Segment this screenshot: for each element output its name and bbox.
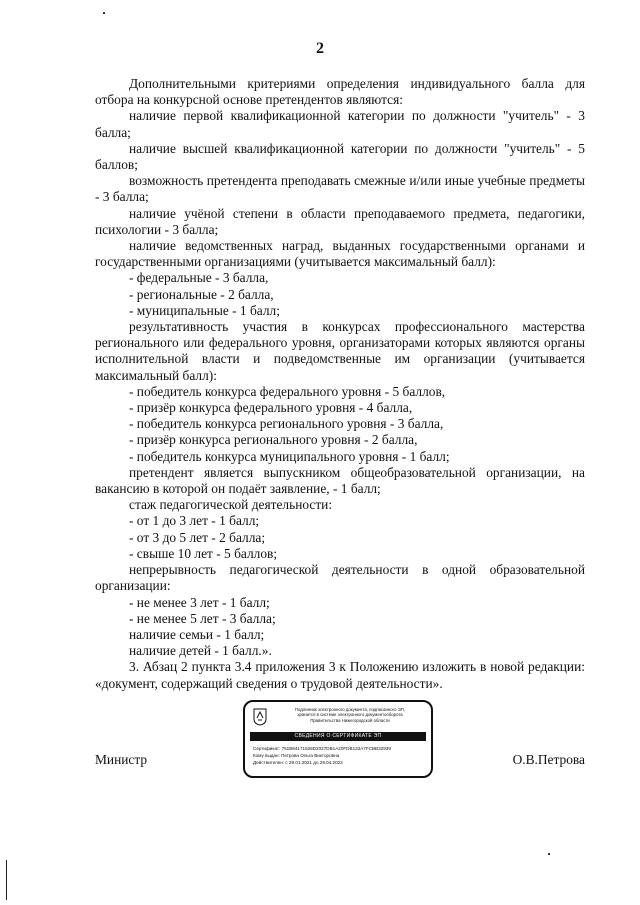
- scan-margin-line: [6, 860, 7, 900]
- list-item: - не менее 3 лет - 1 балл;: [129, 594, 270, 610]
- signatory-title: Министр: [95, 752, 148, 767]
- stamp-owner: Кому выдан: Петрова Ольга Викторовна: [253, 753, 340, 758]
- list-item: - не менее 5 лет - 3 балла;: [129, 610, 276, 626]
- list-item: - призёр конкурса регионального уровня - 2 балла,: [129, 432, 418, 448]
- coat-of-arms-icon: [253, 708, 267, 726]
- list-item: - победитель конкурса муниципального уровня - 1 балл;: [129, 448, 450, 464]
- electronic-signature-stamp: [243, 700, 433, 778]
- paragraph: наличие высшей квалификационной категории по должности "учитель" - 5 баллов;: [95, 140, 585, 173]
- paragraph: наличие учёной степени в области преподаваемого предмета, педагогики, психологии - 3 балла;: [95, 205, 585, 237]
- stamp-header-line: Правительства Нижегородской области: [310, 717, 390, 723]
- page-number: 2: [316, 40, 324, 57]
- paragraph: наличие ведомственных наград, выданных государственными органами и государственными организациями (учитывается максимальный балл):: [95, 238, 585, 270]
- paragraph: возможность претендента преподавать смежные и/или иные учебные предметы - 3 балла;: [95, 173, 585, 205]
- paragraph: претендент является выпускником общеобразовательной организации, на вакансию в которой он подаёт заявление, - 1 балл;: [95, 464, 585, 497]
- stamp-band: СВЕДЕНИЯ О СЕРТИФИКАТЕ ЭП: [250, 732, 426, 741]
- paragraph: непрерывность педагогической деятельности в одной образовательной организации:: [95, 562, 585, 594]
- list-item: - призёр конкурса федерального уровня - 4 балла,: [129, 400, 413, 416]
- paragraph: 3. Абзац 2 пункта 3.4 приложения 3 к Положению изложить в новой редакции: «документ, содержащий сведения о трудовой деятельности».: [95, 659, 585, 691]
- scan-speck: [548, 853, 550, 855]
- stamp-header-line: Подлинник электронного документа, подписанного ЭП,: [294, 707, 406, 712]
- list-item: - победитель конкурса федерального уровня - 5 баллов,: [129, 383, 446, 399]
- stamp-header-line: хранится в системе электронного документооборота: [297, 712, 403, 718]
- paragraph: наличие первой квалификационной категории по должности "учитель" - 3 балла;: [95, 108, 585, 140]
- list-item: - от 3 до 5 лет - 2 балла;: [129, 529, 266, 545]
- list-item: - свыше 10 лет - 5 баллов;: [129, 545, 278, 561]
- document-body: [95, 76, 585, 692]
- paragraph: результативность участия в конкурсах профессионального мастерства регионального или федерального уровня, организаторами которых являются органы исполнительной власти и подведомственные им организации (учитывается максимальный балл):: [95, 319, 585, 383]
- list-item: - муниципальные - 1 балл;: [129, 302, 280, 318]
- stamp-certificate: Сертификат: 751B84171528D2027DB1A20FDB133A7FCBB32939: [253, 746, 391, 751]
- paragraph: Дополнительными критериями определения индивидуального балла для отбора на конкурсной основе претендентов являются:: [95, 76, 585, 108]
- list-item: - победитель конкурса регионального уровня - 3 балла,: [129, 416, 444, 432]
- list-item: - от 1 до 3 лет - 1 балл;: [129, 513, 260, 529]
- list-item: - региональные - 2 балла,: [129, 286, 274, 302]
- signatory-name: О.В.Петрова: [512, 752, 585, 767]
- list-item: - федеральные - 3 балла,: [129, 270, 269, 286]
- list-item: наличие детей - 1 балл.».: [129, 643, 272, 659]
- paragraph: стаж педагогической деятельности:: [129, 497, 333, 513]
- stamp-validity: Действителен: с 29.01.2021 до 29.04.2022: [253, 760, 343, 765]
- stamp-header: [271, 707, 429, 723]
- list-item: наличие семьи - 1 балл;: [129, 626, 265, 642]
- scan-speck: [103, 12, 105, 14]
